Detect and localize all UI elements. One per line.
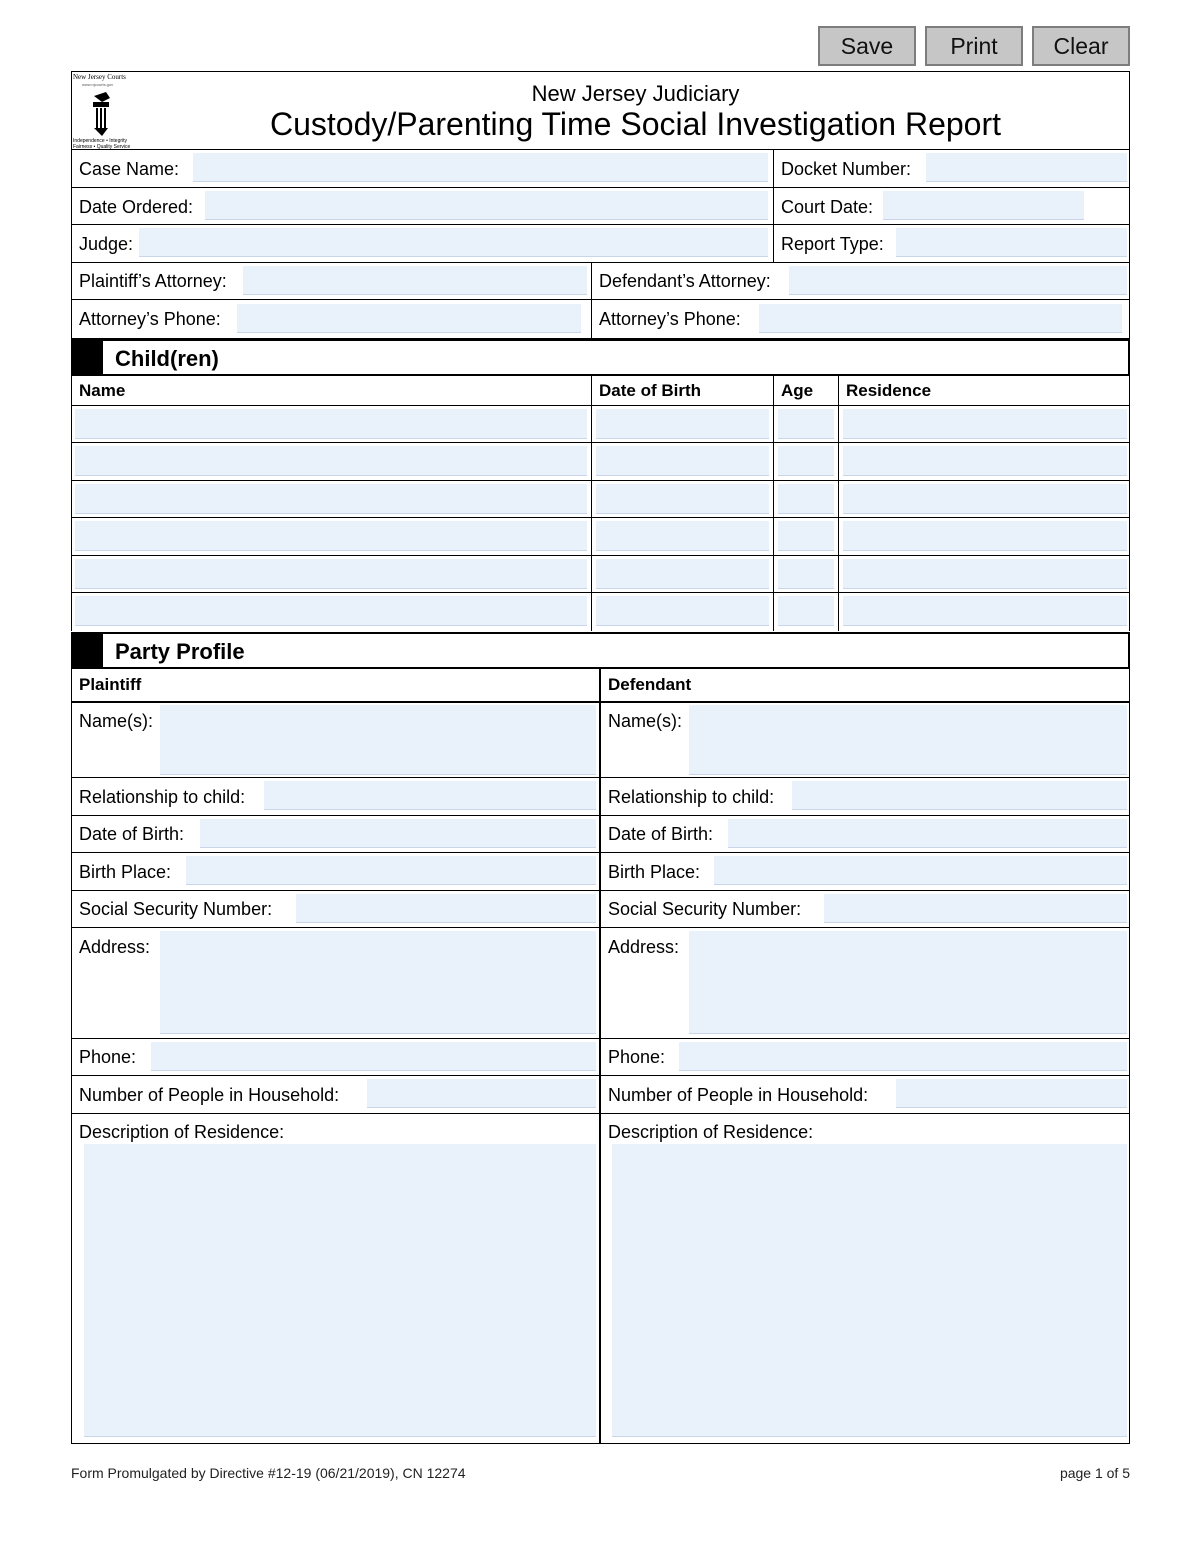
plaintiff-residence-label: Description of Residence: bbox=[79, 1122, 285, 1142]
defendant-address-label: Address: bbox=[608, 937, 680, 957]
row-divider bbox=[71, 815, 1130, 816]
plaintiff-address-field[interactable] bbox=[160, 931, 596, 1034]
plaintiff-ssn-field[interactable] bbox=[296, 894, 596, 923]
case-name-field[interactable] bbox=[193, 153, 768, 182]
child-name-field[interactable] bbox=[75, 409, 587, 439]
logo-url: www.njcourts.gov bbox=[82, 82, 114, 87]
children-section-title: Child(ren) bbox=[115, 346, 219, 371]
defendant-residence-label: Description of Residence: bbox=[608, 1122, 814, 1142]
plaintiff-ssn-label: Social Security Number: bbox=[79, 899, 273, 919]
defendant-attorney-phone-label: Attorney’s Phone: bbox=[599, 309, 741, 329]
case-name-label: Case Name: bbox=[79, 159, 180, 179]
date-ordered-field[interactable] bbox=[205, 191, 768, 220]
plaintiff-relationship-field[interactable] bbox=[264, 781, 596, 810]
row-divider bbox=[71, 299, 1130, 300]
judge-label: Judge: bbox=[79, 234, 134, 254]
column-header-residence: Residence bbox=[846, 381, 932, 400]
page-title: Custody/Parenting Time Social Investigation Report bbox=[269, 106, 1002, 142]
plaintiff-household-field[interactable] bbox=[367, 1079, 596, 1108]
child-age-field[interactable] bbox=[778, 559, 834, 589]
plaintiff-header: Plaintiff bbox=[79, 675, 142, 694]
child-dob-field[interactable] bbox=[596, 521, 769, 551]
page-number: page 1 of 5 bbox=[1059, 1465, 1130, 1481]
row-divider bbox=[71, 852, 1130, 853]
court-date-label: Court Date: bbox=[781, 197, 874, 217]
row-divider bbox=[71, 701, 1130, 703]
child-dob-field[interactable] bbox=[596, 484, 769, 514]
column-header-age: Age bbox=[781, 381, 814, 400]
table-column-divider bbox=[838, 376, 839, 631]
column-header-name: Name bbox=[79, 381, 126, 400]
table-header-divider bbox=[71, 405, 1130, 406]
child-dob-field[interactable] bbox=[596, 409, 769, 439]
column-divider bbox=[773, 149, 774, 262]
plaintiff-names-field[interactable] bbox=[160, 705, 596, 775]
docket-number-field[interactable] bbox=[926, 153, 1127, 182]
defendant-dob-field[interactable] bbox=[728, 819, 1127, 848]
defendant-residence-field[interactable] bbox=[612, 1144, 1127, 1437]
child-dob-field[interactable] bbox=[596, 559, 769, 589]
defendant-address-field[interactable] bbox=[689, 931, 1127, 1034]
child-residence-field[interactable] bbox=[843, 559, 1127, 589]
children-section-header bbox=[71, 339, 1130, 376]
child-residence-field[interactable] bbox=[843, 409, 1127, 439]
plaintiff-residence-field[interactable] bbox=[84, 1144, 596, 1437]
logo-text: New Jersey Courts bbox=[73, 73, 126, 81]
child-residence-field[interactable] bbox=[843, 596, 1127, 626]
table-column-divider bbox=[591, 376, 592, 631]
row-divider bbox=[71, 1113, 1130, 1114]
defendant-names-label: Name(s): bbox=[608, 711, 683, 731]
report-type-field[interactable] bbox=[896, 228, 1127, 257]
plaintiff-names-label: Name(s): bbox=[79, 711, 154, 731]
child-name-field[interactable] bbox=[75, 521, 587, 551]
org-name: New Jersey Judiciary bbox=[531, 81, 740, 106]
plaintiff-dob-label: Date of Birth: bbox=[79, 824, 185, 844]
party-profile-section-title: Party Profile bbox=[115, 639, 245, 664]
defendant-relationship-field[interactable] bbox=[792, 781, 1127, 810]
plaintiff-birth-place-field[interactable] bbox=[186, 856, 596, 885]
column-divider bbox=[591, 262, 592, 339]
defendant-attorney-phone-field[interactable] bbox=[759, 304, 1122, 333]
child-name-field[interactable] bbox=[75, 596, 587, 626]
defendant-names-field[interactable] bbox=[689, 705, 1127, 775]
party-column-divider bbox=[599, 669, 601, 1444]
plaintiff-dob-field[interactable] bbox=[200, 819, 596, 848]
form-directive-footer: Form Promulgated by Directive #12-19 (06/21/2019), CN 12274 bbox=[71, 1465, 466, 1481]
plaintiff-attorney-phone-field[interactable] bbox=[237, 304, 581, 333]
plaintiff-attorney-phone-label: Attorney’s Phone: bbox=[79, 309, 221, 329]
clear-button[interactable]: Clear bbox=[1032, 26, 1130, 66]
table-column-divider bbox=[773, 376, 774, 631]
defendant-ssn-label: Social Security Number: bbox=[608, 899, 802, 919]
row-divider bbox=[71, 927, 1130, 928]
child-residence-field[interactable] bbox=[843, 484, 1127, 514]
row-divider bbox=[71, 1075, 1130, 1076]
defendant-birth-place-field[interactable] bbox=[714, 856, 1127, 885]
table-row-divider bbox=[71, 555, 1130, 556]
row-divider bbox=[71, 777, 1130, 778]
child-residence-field[interactable] bbox=[843, 521, 1127, 551]
child-name-field[interactable] bbox=[75, 446, 587, 476]
defendant-header: Defendant bbox=[608, 675, 692, 694]
row-divider bbox=[71, 1038, 1130, 1039]
child-name-field[interactable] bbox=[75, 484, 587, 514]
row-divider bbox=[71, 224, 1130, 225]
date-ordered-label: Date Ordered: bbox=[79, 197, 194, 217]
defendant-phone-label: Phone: bbox=[608, 1047, 666, 1067]
plaintiff-birth-place-label: Birth Place: bbox=[79, 862, 172, 882]
plaintiff-attorney-field[interactable] bbox=[243, 266, 587, 295]
plaintiff-phone-field[interactable] bbox=[151, 1042, 596, 1071]
defendant-dob-label: Date of Birth: bbox=[608, 824, 714, 844]
child-age-field[interactable] bbox=[778, 484, 834, 514]
child-age-field[interactable] bbox=[778, 521, 834, 551]
judge-field[interactable] bbox=[139, 228, 768, 257]
table-row-divider bbox=[71, 592, 1130, 593]
row-divider bbox=[71, 890, 1130, 891]
plaintiff-phone-label: Phone: bbox=[79, 1047, 137, 1067]
child-age-field[interactable] bbox=[778, 409, 834, 439]
child-residence-field[interactable] bbox=[843, 446, 1127, 476]
table-row-divider bbox=[71, 442, 1130, 443]
child-name-field[interactable] bbox=[75, 559, 587, 589]
defendant-phone-field[interactable] bbox=[679, 1042, 1127, 1071]
table-row-divider bbox=[71, 480, 1130, 481]
defendant-household-label: Number of People in Household: bbox=[608, 1085, 869, 1105]
court-date-field[interactable] bbox=[883, 191, 1084, 220]
section-marker bbox=[73, 634, 103, 667]
defendant-birth-place-label: Birth Place: bbox=[608, 862, 701, 882]
logo-tagline-1: Independence • Integrity bbox=[73, 138, 128, 144]
save-button[interactable]: Save bbox=[818, 26, 916, 66]
plaintiff-household-label: Number of People in Household: bbox=[79, 1085, 340, 1105]
defendant-ssn-field[interactable] bbox=[824, 894, 1127, 923]
party-profile-section-header bbox=[71, 632, 1130, 669]
child-age-field[interactable] bbox=[778, 446, 834, 476]
plaintiff-relationship-label: Relationship to child: bbox=[79, 787, 246, 807]
docket-number-label: Docket Number: bbox=[781, 159, 912, 179]
table-row-divider bbox=[71, 517, 1130, 518]
defendant-relationship-label: Relationship to child: bbox=[608, 787, 775, 807]
logo-tagline-2: Fairness • Quality Service bbox=[73, 144, 131, 150]
child-age-field[interactable] bbox=[778, 596, 834, 626]
plaintiff-address-label: Address: bbox=[79, 937, 151, 957]
plaintiff-attorney-label: Plaintiff’s Attorney: bbox=[79, 271, 227, 291]
defendant-attorney-label: Defendant’s Attorney: bbox=[599, 271, 771, 291]
print-button[interactable]: Print bbox=[925, 26, 1023, 66]
defendant-household-field[interactable] bbox=[896, 1079, 1127, 1108]
defendant-attorney-field[interactable] bbox=[789, 266, 1127, 295]
row-divider bbox=[71, 187, 1130, 188]
child-dob-field[interactable] bbox=[596, 596, 769, 626]
child-dob-field[interactable] bbox=[596, 446, 769, 476]
row-divider bbox=[71, 262, 1130, 263]
section-marker bbox=[73, 341, 103, 374]
column-header-dob: Date of Birth bbox=[599, 381, 701, 400]
report-type-label: Report Type: bbox=[781, 234, 884, 254]
row-divider bbox=[71, 149, 1130, 150]
